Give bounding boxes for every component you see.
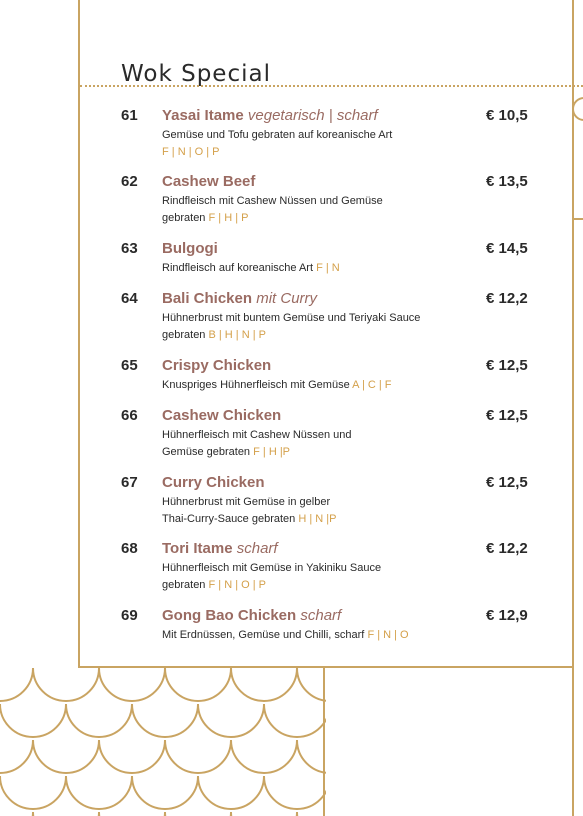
item-description xyxy=(162,560,472,594)
item-allergens: F | H | P xyxy=(208,212,249,224)
item-price: € 12,2 xyxy=(486,540,528,557)
item-description xyxy=(162,427,472,461)
item-description-line: Knuspriges Hühnerfleisch mit Gemüse xyxy=(162,379,350,391)
item-title-line xyxy=(162,407,472,425)
item-description xyxy=(162,193,472,227)
item-allergens: F | N | O xyxy=(367,629,409,641)
item-body xyxy=(162,290,472,344)
item-price: € 12,2 xyxy=(486,290,528,307)
item-body xyxy=(162,540,472,594)
item-description-line: Thai-Curry-Sauce gebraten xyxy=(162,513,296,525)
item-price: € 10,5 xyxy=(486,107,528,124)
item-price: € 14,5 xyxy=(486,240,528,257)
item-description-line: Hühnerbrust mit Gemüse in gelber xyxy=(162,496,331,508)
item-allergens: A | C | F xyxy=(352,379,392,391)
item-body xyxy=(162,407,472,461)
item-note: scharf xyxy=(236,540,278,557)
item-price: € 12,9 xyxy=(486,607,528,624)
item-description xyxy=(162,127,472,161)
item-description xyxy=(162,260,472,277)
item-number: 68 xyxy=(121,540,138,557)
item-description-line: Rindfleisch auf koreanische Art xyxy=(162,262,314,274)
item-number: 61 xyxy=(121,107,138,124)
item-allergens: B | H | N | P xyxy=(208,329,266,341)
item-note: vegetarisch | scharf xyxy=(247,107,378,124)
item-body xyxy=(162,357,472,394)
item-description xyxy=(162,310,472,344)
item-name: Gong Bao Chicken xyxy=(162,607,297,624)
item-allergens: F | N | O | P xyxy=(208,579,266,591)
item-title-line xyxy=(162,540,472,558)
item-name: Yasai Itame xyxy=(162,107,244,124)
item-name: Bulgogi xyxy=(162,240,218,257)
item-name: Curry Chicken xyxy=(162,474,265,491)
item-description-line: Gemüse gebraten xyxy=(162,446,251,458)
item-body xyxy=(162,107,472,161)
item-note: scharf xyxy=(300,607,342,624)
frame-right-tick xyxy=(572,218,583,220)
item-title-line xyxy=(162,107,472,125)
item-body xyxy=(162,240,472,277)
item-number: 69 xyxy=(121,607,138,624)
item-description-line: Mit Erdnüssen, Gemüse und Chilli, scharf xyxy=(162,629,365,641)
item-allergens: F | H |P xyxy=(253,446,291,458)
item-description xyxy=(162,494,472,528)
item-name: Crispy Chicken xyxy=(162,357,272,374)
item-body xyxy=(162,607,472,644)
item-title-line xyxy=(162,240,472,258)
item-number: 62 xyxy=(121,173,138,190)
item-title-line xyxy=(162,607,472,625)
item-description-line: Hühnerfleisch mit Cashew Nüssen und xyxy=(162,429,352,441)
item-number: 67 xyxy=(121,474,138,491)
item-description xyxy=(162,627,472,644)
item-description-line: Gemüse und Tofu gebraten auf koreanische Art xyxy=(162,129,393,141)
item-body xyxy=(162,173,472,227)
item-allergens: F | N xyxy=(316,262,340,274)
item-allergens: H | N |P xyxy=(298,513,337,525)
item-number: 65 xyxy=(121,357,138,374)
item-description xyxy=(162,377,472,394)
item-description-line: gebraten xyxy=(162,212,206,224)
item-note: mit Curry xyxy=(256,290,318,307)
item-name: Cashew Chicken xyxy=(162,407,282,424)
item-number: 64 xyxy=(121,290,138,307)
page-title: Wok Special xyxy=(121,61,271,88)
item-description-line: gebraten xyxy=(162,329,206,341)
item-title-line xyxy=(162,173,472,191)
title-divider xyxy=(80,85,583,87)
frame-right-line xyxy=(572,0,574,816)
item-title-line xyxy=(162,357,472,375)
item-name: Tori Itame xyxy=(162,540,233,557)
item-number: 63 xyxy=(121,240,138,257)
item-name: Cashew Beef xyxy=(162,173,256,190)
item-number: 66 xyxy=(121,407,138,424)
item-name: Bali Chicken xyxy=(162,290,253,307)
item-title-line xyxy=(162,290,472,308)
item-price: € 12,5 xyxy=(486,407,528,424)
frame-left-line xyxy=(78,0,80,668)
item-title-line xyxy=(162,474,472,492)
item-price: € 12,5 xyxy=(486,474,528,491)
item-description-line: Hühnerfleisch mit Gemüse in Yakiniku Sauce xyxy=(162,562,382,574)
item-allergens: F | N | O | P xyxy=(162,146,220,158)
item-description-line: Hühnerbrust mit buntem Gemüse und Teriyaki Sauce xyxy=(162,312,421,324)
item-body xyxy=(162,474,472,528)
item-price: € 12,5 xyxy=(486,357,528,374)
item-description-line: gebraten xyxy=(162,579,206,591)
scale-pattern-ornament xyxy=(0,668,326,816)
item-price: € 13,5 xyxy=(486,173,528,190)
item-description-line: Rindfleisch mit Cashew Nüssen und Gemüse xyxy=(162,195,383,207)
